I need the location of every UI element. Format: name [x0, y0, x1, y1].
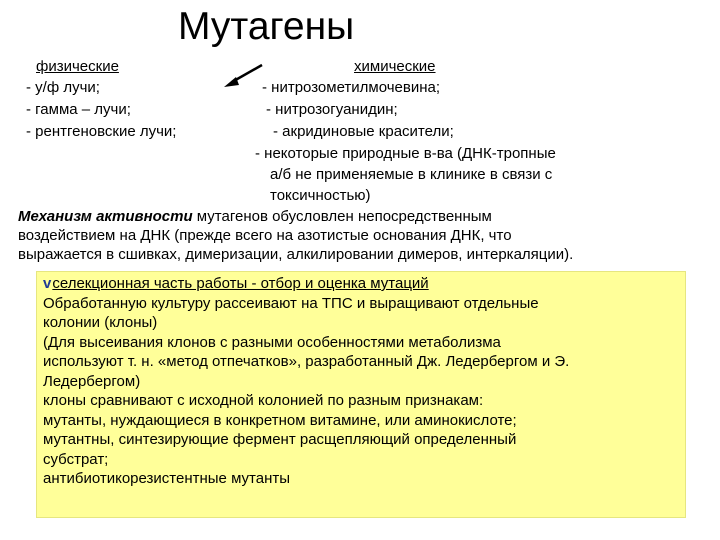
bullet-icon: v	[43, 275, 52, 292]
physical-header: физические	[36, 58, 119, 75]
selection-heading-line	[37, 274, 685, 294]
selection-line: используют т. н. «метод отпечатков», разработанный Дж. Ледербергом и Э.	[43, 353, 570, 370]
selection-line: (Для высеивания клонов с разными особенностями метаболизма	[43, 333, 501, 351]
chemical-item: а/б не применяемые в клинике в связи с	[270, 166, 553, 183]
selection-box	[36, 271, 686, 518]
mechanism-text: мутагенов обусловлен непосредственным	[192, 208, 492, 225]
selection-line: Ледербергом)	[43, 372, 141, 390]
chemical-item: - некоторые природные в-ва (ДНК-тропные	[255, 145, 556, 162]
physical-item: - рентгеновские лучи;	[26, 123, 177, 140]
selection-line: колонии (клоны)	[43, 314, 158, 331]
mechanism-paragraph	[18, 207, 708, 264]
selection-line: субстрат;	[43, 450, 109, 468]
selection-line: антибиотикорезистентные мутанты	[43, 470, 291, 487]
selection-line: мутантны, синтезирующие фермент расщепляющий определенный	[43, 431, 517, 448]
physical-item: - у/ф лучи;	[26, 79, 100, 96]
selection-line: мутанты, нуждающиеся в конкретном витамине, или аминокислоте;	[43, 411, 517, 429]
chemical-header: химические	[354, 58, 436, 75]
mechanism-term: Механизм активности	[18, 208, 193, 225]
selection-heading: селекционная часть работы - отбор и оценка мутаций	[52, 275, 429, 292]
selection-line: клоны сравнивают с исходной колонией по разным признакам:	[43, 392, 484, 409]
mechanism-text: воздействием на ДНК (прежде всего на азотистые основания ДНК, что	[18, 227, 512, 244]
chemical-item: - нитрозометилмочевина;	[262, 79, 441, 96]
selection-line: Обработанную культуру рассеивают на ТПС и выращивают отдельные	[43, 294, 539, 312]
physical-item: - гамма – лучи;	[26, 101, 131, 118]
slide-title: Мутагены	[178, 5, 355, 48]
arrow-icon	[222, 62, 264, 90]
mechanism-text: выражается в сшивках, димеризации, алкилировании димеров, интеркаляции).	[18, 246, 574, 263]
chemical-item: - акридиновые красители;	[273, 123, 454, 140]
chemical-item: - нитрозогуанидин;	[266, 101, 398, 118]
chemical-item: токсичностью)	[270, 187, 371, 204]
